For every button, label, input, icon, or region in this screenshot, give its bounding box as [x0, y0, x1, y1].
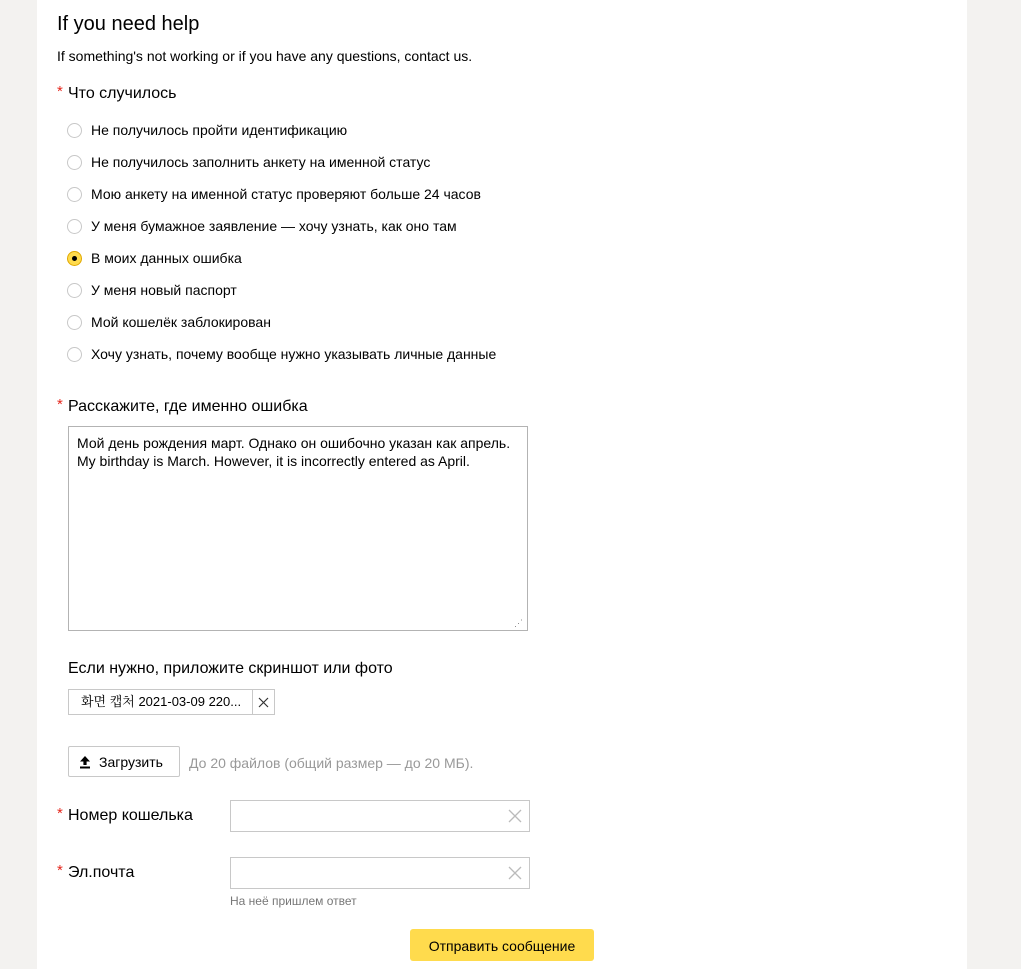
- upload-button[interactable]: [68, 746, 180, 777]
- required-mark: *: [57, 83, 63, 100]
- radio-option[interactable]: [67, 248, 242, 268]
- radio-checked-icon[interactable]: [67, 251, 82, 266]
- radio-icon[interactable]: [67, 123, 82, 138]
- wallet-input[interactable]: [231, 801, 499, 831]
- radio-option-label: Не получилось заполнить анкету на именной статус: [91, 154, 431, 170]
- remove-file-button[interactable]: [252, 690, 274, 714]
- clear-icon[interactable]: [508, 866, 522, 880]
- radio-icon[interactable]: [67, 347, 82, 362]
- radio-option[interactable]: [67, 184, 481, 204]
- attached-file-name: 화면 캡처 2021-03-09 220...: [81, 694, 242, 709]
- radio-option-label: У меня бумажное заявление — хочу узнать, как оно там: [91, 218, 457, 234]
- clear-icon[interactable]: [508, 809, 522, 823]
- details-textarea[interactable]: [68, 426, 528, 631]
- question-label: Что случилось: [68, 85, 177, 102]
- details-label: Расскажите, где именно ошибка: [68, 398, 308, 415]
- radio-option-label: Мою анкету на именной статус проверяют больше 24 часов: [91, 186, 481, 202]
- email-label: Эл.почта: [68, 864, 135, 881]
- radio-option[interactable]: [67, 152, 430, 172]
- radio-option[interactable]: [67, 280, 237, 300]
- radio-option[interactable]: [67, 216, 457, 236]
- email-input[interactable]: [231, 858, 499, 888]
- radio-option-label: Не получилось пройти идентификацию: [91, 122, 348, 138]
- required-mark: *: [57, 805, 63, 822]
- attached-file: [68, 689, 275, 715]
- page-title: If you need help: [57, 13, 200, 35]
- radio-icon[interactable]: [67, 219, 82, 234]
- radio-icon[interactable]: [67, 315, 82, 330]
- radio-option[interactable]: [67, 344, 496, 364]
- radio-option-label: Мой кошелёк заблокирован: [91, 314, 271, 330]
- radio-icon[interactable]: [67, 283, 82, 298]
- required-mark: *: [57, 396, 63, 413]
- email-field: [230, 857, 530, 889]
- upload-icon: [78, 755, 92, 769]
- radio-option-label: В моих данных ошибка: [91, 250, 242, 266]
- upload-button-label: Загрузить: [99, 753, 163, 770]
- radio-icon[interactable]: [67, 155, 82, 170]
- radio-option-label: У меня новый паспорт: [91, 282, 237, 298]
- submit-button[interactable]: Отправить сообщение: [410, 929, 594, 961]
- upload-hint: До 20 файлов (общий размер — до 20 МБ).: [189, 755, 474, 771]
- attachment-label: Если нужно, приложите скриншот или фото: [68, 660, 393, 677]
- radio-option[interactable]: [67, 120, 347, 140]
- wallet-field: [230, 800, 530, 832]
- page-subtitle: If something's not working or if you have any questions, contact us.: [57, 48, 473, 64]
- radio-option[interactable]: [67, 312, 271, 332]
- required-mark: *: [57, 862, 63, 879]
- wallet-label: Номер кошелька: [68, 807, 193, 824]
- resize-handle-icon[interactable]: ⋰: [514, 618, 523, 628]
- email-hint: На неё пришлем ответ: [230, 894, 357, 908]
- radio-icon[interactable]: [67, 187, 82, 202]
- support-form-page: [37, 0, 967, 969]
- close-icon: [258, 697, 269, 708]
- radio-option-label: Хочу узнать, почему вообще нужно указывать личные данные: [91, 346, 497, 362]
